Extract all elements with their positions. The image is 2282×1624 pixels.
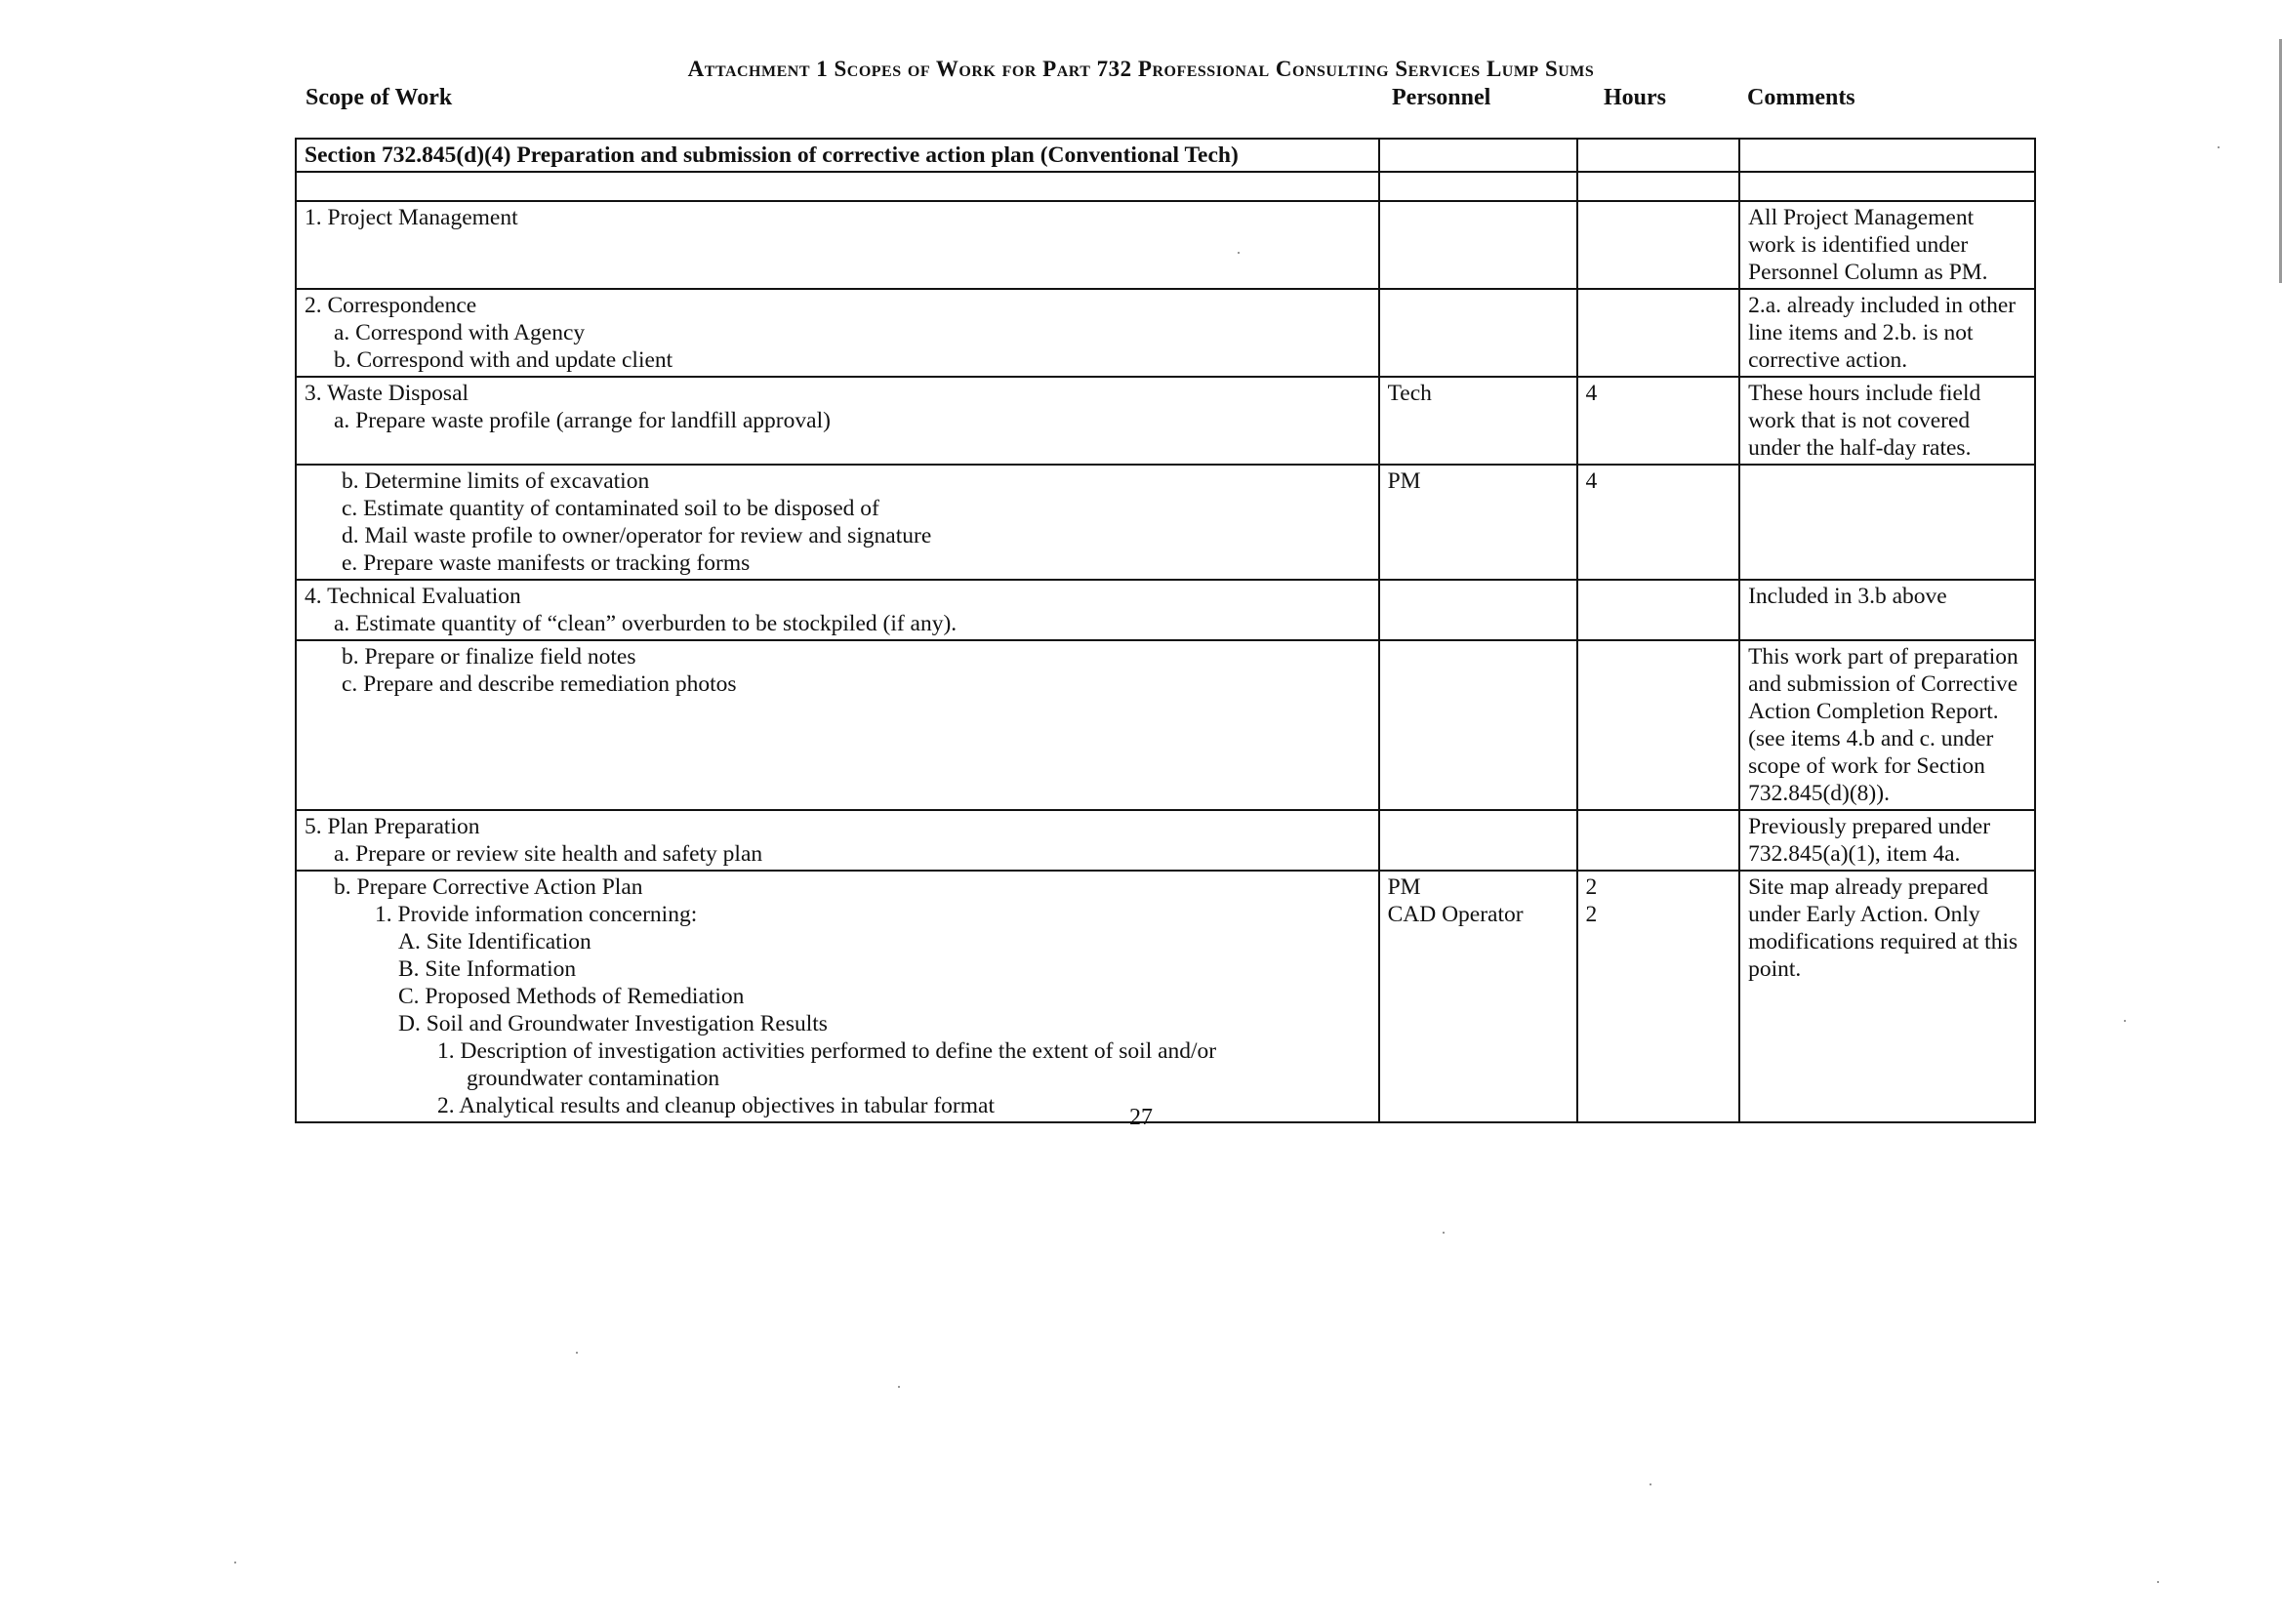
table-row <box>296 580 2035 640</box>
table-row <box>296 201 2035 289</box>
scope-line: 1. Project Management <box>305 205 518 230</box>
scope-line: A. Site Identification <box>398 929 591 954</box>
table-row <box>296 465 2035 580</box>
scan-speck <box>1443 1232 1445 1234</box>
page-number: 27 <box>1129 1105 1153 1130</box>
comment-cell: This work part of preparation and submission of Corrective Action Completion Report. (see items 4.b and c. under scope of work for Section 732.845(d)(8)). <box>1739 640 2035 810</box>
scope-cell <box>296 580 1379 640</box>
scan-speck <box>2124 1020 2126 1022</box>
scan-speck <box>1238 252 1240 254</box>
scope-line: e. Prepare waste manifests or tracking forms <box>342 550 751 576</box>
scope-cell <box>296 810 1379 871</box>
spacer-row <box>296 172 2035 201</box>
comment-cell: All Project Management work is identified under Personnel Column as PM. <box>1739 201 2035 289</box>
scope-line: 2. Analytical results and cleanup objectives in tabular format <box>437 1093 995 1118</box>
scan-speck <box>898 1386 900 1388</box>
hours-cell <box>1577 201 1740 289</box>
scope-line: groundwater contamination <box>467 1066 720 1091</box>
scope-line: 1. Description of investigation activities performed to define the extent of soil and/or <box>437 1038 1217 1064</box>
scope-line: C. Proposed Methods of Remediation <box>398 984 745 1009</box>
scope-of-work-table <box>295 138 2036 1123</box>
scope-cell <box>296 201 1379 289</box>
scope-cell <box>296 377 1379 465</box>
scope-line: 3. Waste Disposal <box>305 381 469 406</box>
section-title: Section 732.845(d)(4) Preparation and submission of corrective action plan (Conventional Tech) <box>296 139 1379 172</box>
table-row <box>296 871 2035 1122</box>
hours-cell <box>1577 810 1740 871</box>
scope-line: a. Estimate quantity of “clean” overburden to be stockpiled (if any). <box>334 611 958 636</box>
personnel-cell: PM <box>1379 465 1577 580</box>
scope-line: B. Site Information <box>398 956 577 982</box>
scope-cell <box>296 289 1379 377</box>
comment-cell: Previously prepared under 732.845(a)(1), item 4a. <box>1739 810 2035 871</box>
scope-line: b. Determine limits of excavation <box>342 468 650 494</box>
scope-line: 5. Plan Preparation <box>305 814 480 839</box>
personnel-cell <box>1379 580 1577 640</box>
scope-line: 2. Correspondence <box>305 293 477 318</box>
personnel-cell: Tech <box>1379 377 1577 465</box>
table-row <box>296 377 2035 465</box>
hours-cell: 2 2 <box>1577 871 1740 1122</box>
scope-line: c. Prepare and describe remediation photos <box>342 671 737 697</box>
scope-line: 4. Technical Evaluation <box>305 584 521 609</box>
scan-speck <box>2218 146 2220 148</box>
scope-line: a. Prepare or review site health and safety plan <box>334 841 763 867</box>
comment-cell: 2.a. already included in other line items and 2.b. is not corrective action. <box>1739 289 2035 377</box>
hours-cell <box>1577 640 1740 810</box>
scope-cell <box>296 871 1379 1122</box>
column-header-scope: Scope of Work <box>306 85 453 110</box>
comment-cell <box>1739 465 2035 580</box>
scope-line: d. Mail waste profile to owner/operator for review and signature <box>342 523 932 548</box>
personnel-cell: PM CAD Operator <box>1379 871 1577 1122</box>
personnel-cell <box>1379 289 1577 377</box>
scope-cell <box>296 640 1379 810</box>
scope-line: c. Estimate quantity of contaminated soil to be disposed of <box>342 496 879 521</box>
hours-cell <box>1577 289 1740 377</box>
scope-cell <box>296 465 1379 580</box>
scope-line: b. Prepare or finalize field notes <box>342 644 636 670</box>
scope-line: b. Correspond with and update client <box>334 347 673 373</box>
column-header-comments: Comments <box>1747 85 1855 110</box>
scope-line: a. Prepare waste profile (arrange for landfill approval) <box>334 408 831 433</box>
scan-speck <box>1650 1483 1651 1485</box>
scan-speck <box>576 1352 578 1354</box>
scan-speck <box>2157 1581 2159 1583</box>
comment-cell: Included in 3.b above <box>1739 580 2035 640</box>
scope-line: D. Soil and Groundwater Investigation Results <box>398 1011 828 1036</box>
personnel-cell <box>1379 810 1577 871</box>
personnel-cell <box>1379 640 1577 810</box>
comment-cell: Site map already prepared under Early Action. Only modifications required at this point. <box>1739 871 2035 1122</box>
column-header-personnel: Personnel <box>1392 85 1491 110</box>
scan-speck <box>234 1562 236 1563</box>
scope-line: b. Prepare Corrective Action Plan <box>334 874 643 900</box>
comment-cell: These hours include field work that is not covered under the half-day rates. <box>1739 377 2035 465</box>
hours-cell <box>1577 580 1740 640</box>
section-row <box>296 139 2035 172</box>
personnel-cell <box>1379 201 1577 289</box>
table-row <box>296 640 2035 810</box>
document-title: Attachment 1 Scopes of Work for Part 732 Professional Consulting Services Lump Sums <box>687 57 1595 81</box>
hours-cell: 4 <box>1577 377 1740 465</box>
table-row <box>296 289 2035 377</box>
scope-line: 1. Provide information concerning: <box>375 902 698 927</box>
hours-cell: 4 <box>1577 465 1740 580</box>
table-row <box>296 810 2035 871</box>
scope-line: a. Correspond with Agency <box>334 320 586 345</box>
column-header-hours: Hours <box>1604 85 1667 110</box>
